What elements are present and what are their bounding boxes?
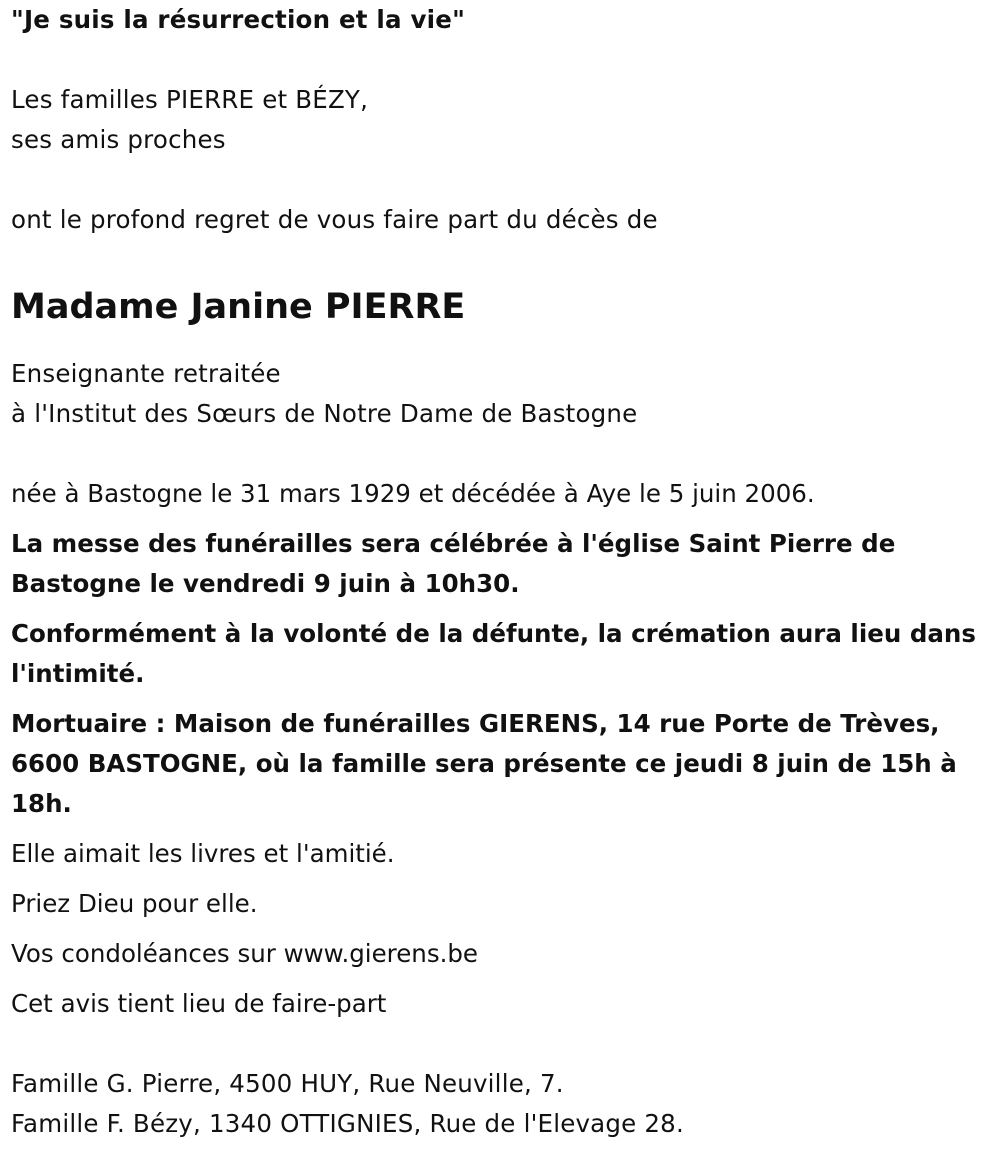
family-address: Famille F. Bézy, 1340 OTTIGNIES, Rue de l'Elevage 28. (11, 1109, 684, 1138)
cremation-paragraph (11, 614, 991, 694)
announcement-text: ont le profond regret de vous faire part du décès de (11, 205, 658, 234)
tribute-text: Elle aimait les livres et l'amitié. (11, 839, 395, 868)
mortuary-line: 6600 BASTOGNE, où la famille sera présente ce jeudi 8 juin de 15h à (11, 749, 957, 778)
notice-note: Cet avis tient lieu de faire-part (11, 989, 387, 1018)
obituary-notice (11, 0, 991, 1144)
friends-line: ses amis proches (11, 125, 226, 154)
funeral-mass-paragraph (11, 524, 991, 604)
condolences-text: Vos condoléances sur www.gierens.be (11, 939, 478, 968)
families-line: Les familles PIERRE et BÉZY, (11, 85, 369, 114)
cremation-line: Conformément à la volonté de la défunte, la crémation aura lieu dans (11, 619, 976, 648)
deceased-name: Madame Janine PIERRE (11, 287, 466, 327)
funeral-mass-line: Bastogne le vendredi 9 juin à 10h30. (11, 569, 520, 598)
funeral-mass-line: La messe des funérailles sera célébrée à l'église Saint Pierre de (11, 529, 896, 558)
institution-line: à l'Institut des Sœurs de Notre Dame de Bastogne (11, 399, 638, 428)
prayer-text: Priez Dieu pour elle. (11, 889, 258, 918)
mortuary-line: 18h. (11, 789, 72, 818)
mortuary-paragraph (11, 704, 991, 824)
birth-death-dates: née à Bastogne le 31 mars 1929 et décédée à Aye le 5 juin 2006. (11, 479, 815, 508)
mortuary-line: Mortuaire : Maison de funérailles GIERENS, 14 rue Porte de Trèves, (11, 709, 940, 738)
occupation-line: Enseignante retraitée (11, 359, 281, 388)
cremation-line: l'intimité. (11, 659, 145, 688)
family-address: Famille G. Pierre, 4500 HUY, Rue Neuville, 7. (11, 1069, 564, 1098)
opening-quote: "Je suis la résurrection et la vie" (11, 5, 466, 34)
